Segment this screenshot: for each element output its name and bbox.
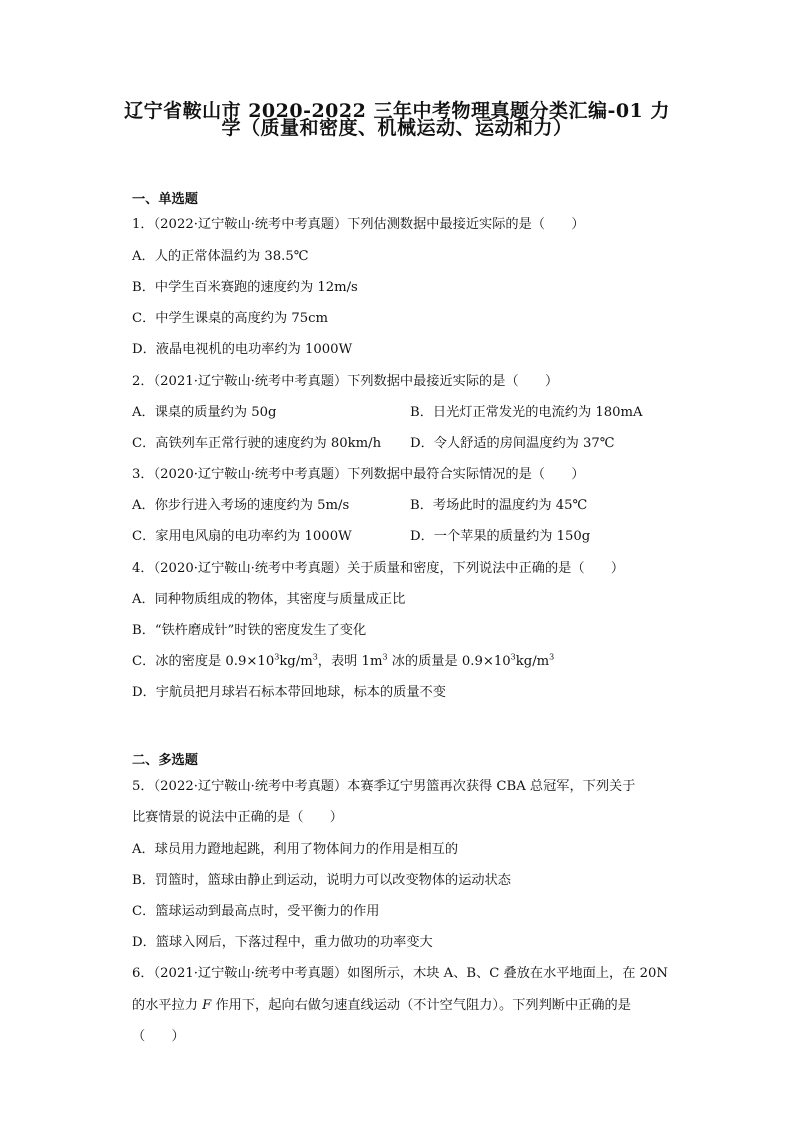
q4c-text-3: ，表明 1m: [317, 654, 383, 669]
question-5-option-b: B．罚篮时，篮球由静止到运动，说明力可以改变物体的运动状态: [132, 873, 511, 888]
q4c-sup-1: 3: [274, 652, 280, 662]
question-4-option-c: [132, 650, 554, 669]
question-3-option-a: A．你步行进入考场的速度约为 5m/s: [132, 498, 350, 513]
q4c-text-5: kg/m: [515, 654, 550, 669]
question-1-option-c: C．中学生课桌的高度约为 75cm: [132, 311, 329, 326]
question-6-stem-line-2: [132, 994, 631, 1013]
question-5-option-d: D．篮球入网后，下落过程中，重力做功的功率变大: [132, 935, 433, 950]
question-2-option-d: D．令人舒适的房间温度约为 37℃: [410, 436, 615, 451]
question-2-option-c: C．高铁列车正常行驶的速度约为 80km/h: [132, 436, 382, 451]
question-4-option-a: A．同种物质组成的物体，其密度与质量成正比: [132, 592, 406, 607]
document-title-line-2: 学（质量和密度、机械运动、运动和力）: [221, 117, 573, 139]
question-5-option-c: C．篮球运动到最高点时，受平衡力的作用: [132, 904, 380, 919]
question-5-stem-line-2: 比赛情景的说法中正确的是（ ）: [132, 810, 343, 825]
q6-text-2: 作用下，起向右做匀速直线运动（不计空气阻力）。下列判断中正确的是: [211, 998, 631, 1013]
q4c-text-4: 冰的质量是 0.9×10: [387, 654, 511, 669]
section-heading-multiple-choice: 二、多选题: [132, 753, 198, 768]
question-3-option-c: C．家用电风扇的电功率约为 1000W: [132, 529, 352, 544]
question-2-option-a: A．课桌的质量约为 50g: [132, 405, 277, 420]
question-4-option-d: D．宇航员把月球岩石标本带回地球，标本的质量不变: [132, 685, 446, 700]
question-1-option-d: D．液晶电视机的电功率约为 1000W: [132, 342, 353, 357]
question-3-option-b: B．考场此时的温度约为 45℃: [410, 498, 588, 513]
q6-text-1: 的水平拉力: [132, 998, 203, 1013]
section-heading-single-choice: 一、单选题: [132, 192, 198, 207]
q4c-text-2: kg/m: [279, 654, 313, 669]
question-1-stem: 1．（2022·辽宁鞍山·统考中考真题）下列估测数据中最接近实际的是（ ）: [132, 217, 585, 232]
question-3-option-d: D．一个苹果的质量约为 150g: [410, 529, 591, 544]
q4c-sup-4: 3: [510, 652, 516, 662]
document-title-line-1: 辽宁省鞍山市 2020-2022 三年中考物理真题分类汇编-01 力: [124, 100, 670, 122]
question-2-option-b: B．日光灯正常发光的电流约为 180mA: [410, 405, 643, 420]
question-1-option-b: B．中学生百米赛跑的速度约为 12m/s: [132, 280, 358, 295]
question-5-option-a: A．球员用力蹬地起跳，利用了物体间力的作用是相互的: [132, 842, 459, 857]
q6-force-symbol: F: [202, 998, 212, 1013]
question-4-stem: 4．（2020·辽宁鞍山·统考中考真题）关于质量和密度，下列说法中正确的是（ ）: [132, 561, 625, 576]
question-6-stem-line-3: （ ）: [132, 1029, 185, 1044]
q4c-sup-3: 3: [382, 652, 388, 662]
question-5-stem-line-1: 5．（2022·辽宁鞍山·统考中考真题）本赛季辽宁男篮再次获得 CBA 总冠军，下列关于: [132, 779, 636, 794]
q4c-sup-2: 3: [312, 652, 318, 662]
q4c-sup-5: 3: [549, 652, 555, 662]
question-4-option-b: B．“铁杵磨成针”时铁的密度发生了变化: [132, 623, 367, 638]
q4c-text-1: C．冰的密度是 0.9×10: [132, 654, 275, 669]
question-6-stem-line-1: 6．（2021·辽宁鞍山·统考中考真题）如图所示，木块 A、B、C 叠放在水平地面上，在 20N: [132, 966, 668, 981]
question-2-stem: 2．（2021·辽宁鞍山·统考中考真题）下列数据中最接近实际的是（ ）: [132, 374, 559, 389]
question-3-stem: 3．（2020·辽宁鞍山·统考中考真题）下列数据中最符合实际情况的是（ ）: [132, 467, 585, 482]
question-1-option-a: A．人的正常体温约为 38.5℃: [132, 249, 309, 264]
